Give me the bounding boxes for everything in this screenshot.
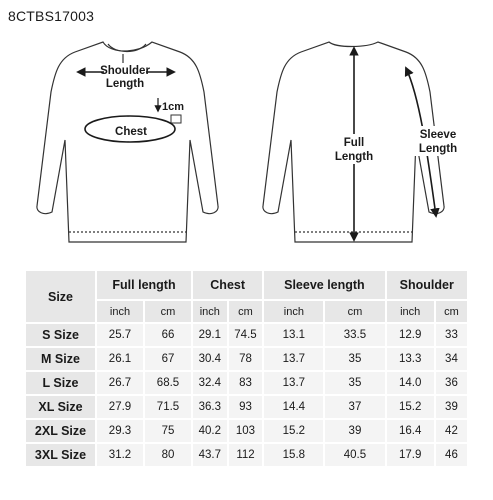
size-label: 2XL Size	[26, 420, 95, 442]
table-row	[26, 348, 467, 370]
table-cell: 13.7	[264, 372, 323, 394]
table-cell: 37	[325, 396, 384, 418]
offset-label: 1cm	[162, 101, 185, 113]
table-cell: 25.7	[97, 324, 143, 346]
product-code: 8CTBS17003	[8, 8, 95, 24]
header-shoulder: Shoulder	[387, 271, 468, 299]
measurement-diagram	[0, 28, 493, 266]
shoulder-label-line1: Shoulder	[100, 65, 150, 77]
table-cell: 29.3	[97, 420, 143, 442]
table-cell: 27.9	[97, 396, 143, 418]
table-cell: 68.5	[145, 372, 191, 394]
unit-header: cm	[436, 301, 467, 322]
table-cell: 16.4	[387, 420, 434, 442]
size-label: 3XL Size	[26, 444, 95, 466]
size-column-header: Size	[26, 271, 95, 322]
size-label: XL Size	[26, 396, 95, 418]
table-cell: 78	[229, 348, 263, 370]
table-cell: 14.4	[264, 396, 323, 418]
table-cell: 30.4	[193, 348, 227, 370]
table-cell: 26.1	[97, 348, 143, 370]
table-cell: 93	[229, 396, 263, 418]
header-full-length: Full length	[97, 271, 191, 299]
table-cell: 32.4	[193, 372, 227, 394]
sleeve-length-label-line2: Length	[418, 143, 458, 155]
size-label: S Size	[26, 324, 95, 346]
table-row	[26, 372, 467, 394]
sleeve-length-label-line1: Sleeve	[419, 129, 457, 141]
table-cell: 66	[145, 324, 191, 346]
table-cell: 33.5	[325, 324, 384, 346]
unit-header: cm	[229, 301, 263, 322]
table-cell: 12.9	[387, 324, 434, 346]
table-cell: 39	[325, 420, 384, 442]
table-cell: 15.2	[264, 420, 323, 442]
table-cell: 80	[145, 444, 191, 466]
table-row	[26, 396, 467, 418]
table-cell: 34	[436, 348, 467, 370]
table-cell: 31.2	[97, 444, 143, 466]
table-row	[26, 324, 467, 346]
unit-header: cm	[325, 301, 384, 322]
table-cell: 39	[436, 396, 467, 418]
table-cell: 43.7	[193, 444, 227, 466]
table-cell: 17.9	[387, 444, 434, 466]
table-cell: 67	[145, 348, 191, 370]
table-cell: 35	[325, 372, 384, 394]
unit-header: inch	[387, 301, 434, 322]
table-row	[26, 444, 467, 466]
table-cell: 36.3	[193, 396, 227, 418]
table-cell: 14.0	[387, 372, 434, 394]
unit-header: inch	[97, 301, 143, 322]
table-cell: 29.1	[193, 324, 227, 346]
size-label: L Size	[26, 372, 95, 394]
table-cell: 40.2	[193, 420, 227, 442]
size-chart-table	[24, 269, 469, 468]
table-cell: 71.5	[145, 396, 191, 418]
header-sleeve-length: Sleeve length	[264, 271, 384, 299]
full-length-label-line2: Length	[334, 151, 374, 163]
full-length-label-line1: Full	[343, 137, 365, 149]
table-cell: 103	[229, 420, 263, 442]
unit-header: cm	[145, 301, 191, 322]
size-label: M Size	[26, 348, 95, 370]
table-cell: 75	[145, 420, 191, 442]
table-cell: 35	[325, 348, 384, 370]
table-cell: 42	[436, 420, 467, 442]
shoulder-label-line2: Length	[105, 78, 145, 90]
table-cell: 83	[229, 372, 263, 394]
table-cell: 15.8	[264, 444, 323, 466]
table-row	[26, 420, 467, 442]
unit-header: inch	[193, 301, 227, 322]
table-cell: 40.5	[325, 444, 384, 466]
chest-label: Chest	[115, 126, 147, 138]
header-chest: Chest	[193, 271, 262, 299]
table-cell: 13.7	[264, 348, 323, 370]
unit-header: inch	[264, 301, 323, 322]
table-cell: 36	[436, 372, 467, 394]
table-cell: 112	[229, 444, 263, 466]
table-cell: 33	[436, 324, 467, 346]
table-cell: 13.1	[264, 324, 323, 346]
table-cell: 74.5	[229, 324, 263, 346]
table-cell: 13.3	[387, 348, 434, 370]
table-cell: 15.2	[387, 396, 434, 418]
table-cell: 46	[436, 444, 467, 466]
table-cell: 26.7	[97, 372, 143, 394]
